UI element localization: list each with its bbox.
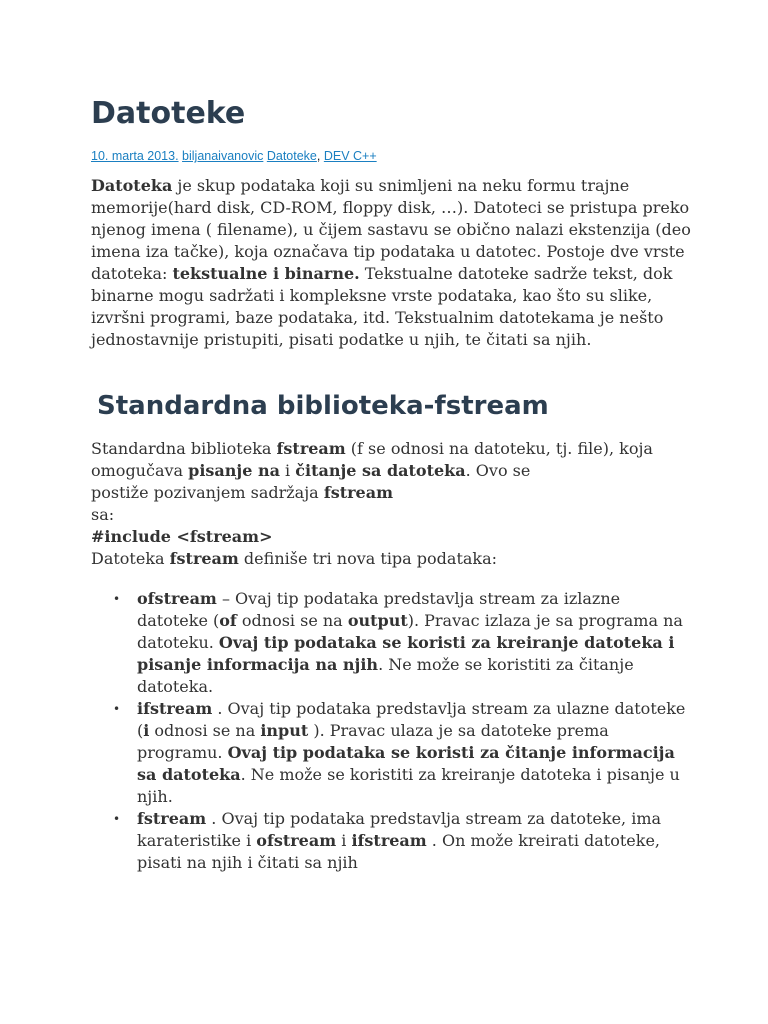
category-link-devcpp[interactable]: DEV C++ (323, 149, 377, 163)
stream-types-list (91, 588, 691, 874)
post-meta (91, 147, 377, 165)
bullet-icon: • (113, 702, 121, 716)
item-text: . Ovaj tip podataka predstavlja stream za ulazne datoteke ( (137, 699, 686, 740)
item-bold-name: ofstream (137, 589, 217, 608)
item-bold: of (219, 611, 237, 630)
std-bold-pisanje: pisanje na (188, 461, 280, 480)
std-text-4: . Ovo se (465, 461, 531, 480)
list-item-fstream (91, 808, 691, 874)
std-text-8: definiše tri nova tipa podataka: (238, 549, 498, 568)
intro-bold-datoteka: Datoteka (91, 176, 173, 195)
std-text-5: postiže pozivanjem sadržaja (91, 483, 324, 502)
list-item-ifstream (91, 698, 691, 808)
std-bold-fstream-3: fstream (169, 549, 239, 568)
intro-text-2: Tekstualne datoteke sadrže tekst, dok binarne mogu sadržati i kompleksne vrste podataka, kao što su slike, izvršni programi, baze podataka, itd. Tekstualnim datotekama je nešto jednostavnije pristupiti, pisati podatke u njih, te čitati sa njih. (91, 264, 673, 349)
item-text: . Ne može se koristiti za čitanje datoteka. (137, 655, 634, 696)
std-text-7: Datoteka (91, 549, 170, 568)
std-text-3: i (279, 461, 296, 480)
item-bold: ofstream (256, 831, 337, 850)
std-text-1: Standardna biblioteka (91, 439, 277, 458)
item-bold: Ovaj tip podataka se koristi za kreiranje datoteka i pisanje informacija na njih (137, 633, 675, 674)
bullet-icon: • (113, 812, 121, 826)
std-bold-fstream-2: fstream (323, 483, 393, 502)
fstream-paragraph (91, 438, 691, 570)
item-bold: ifstream (351, 831, 427, 850)
item-bold: input (260, 721, 309, 740)
item-bold-name: fstream (137, 809, 207, 828)
std-bold-citanje: čitanje sa datoteka (295, 461, 466, 480)
section-heading: Standardna biblioteka-fstream (97, 391, 549, 421)
bullet-icon: • (113, 592, 121, 606)
item-text: odnosi se na (149, 721, 261, 740)
item-text: ). Pravac ulaza je sa datoteke prema programu. (137, 721, 609, 762)
item-bold: i (143, 721, 150, 740)
item-text: . Ne može se koristiti za kreiranje datoteka i pisanje u njih. (137, 765, 680, 806)
item-bold: Ovaj tip podataka se koristi za čitanje informacija sa datoteka (137, 743, 675, 784)
intro-text-1: je skup podataka koji su snimljeni na neku formu trajne memorije(hard disk, CD-ROM, floppy disk, …). Datoteci se pristupa preko njenog imena ( filename), u čijem sastavu se obično nalazi ekstenzija (deo imena iza tačke), koja označava tip podataka u datotec. Postoje dve vrste datoteka: (91, 176, 691, 283)
item-text: . Ovaj tip podataka predstavlja stream za datoteke, ima karateristike i (137, 809, 662, 850)
intro-bold-types: tekstualne i binarne. (172, 264, 360, 283)
item-bold-name: ifstream (137, 699, 213, 718)
item-bold: output (347, 611, 408, 630)
intro-paragraph (91, 175, 691, 351)
list-item-ofstream (91, 588, 691, 698)
item-text: i (336, 831, 352, 850)
post-date-link[interactable]: 10. marta 2013. (91, 149, 179, 163)
item-text: – Ovaj tip podataka predstavlja stream za izlazne datoteke ( (137, 589, 621, 630)
author-link[interactable]: biljanaivanovic (182, 149, 264, 163)
include-directive: #include <fstream> (91, 527, 273, 546)
category-separator: , (316, 149, 321, 163)
category-link-datoteke[interactable]: Datoteke (266, 149, 317, 163)
std-bold-fstream: fstream (276, 439, 346, 458)
page-title: Datoteke (91, 96, 246, 131)
item-text: ). Pravac izlaza je sa programa na datoteku. (137, 611, 683, 652)
item-text: . On može kreirati datoteke, pisati na njih i čitati sa njih (137, 831, 661, 872)
item-text: odnosi se na (236, 611, 348, 630)
std-text-6: sa: (91, 505, 115, 524)
std-text-2: (f se odnosi na datoteku, tj. file), koja omogučava (91, 439, 653, 480)
